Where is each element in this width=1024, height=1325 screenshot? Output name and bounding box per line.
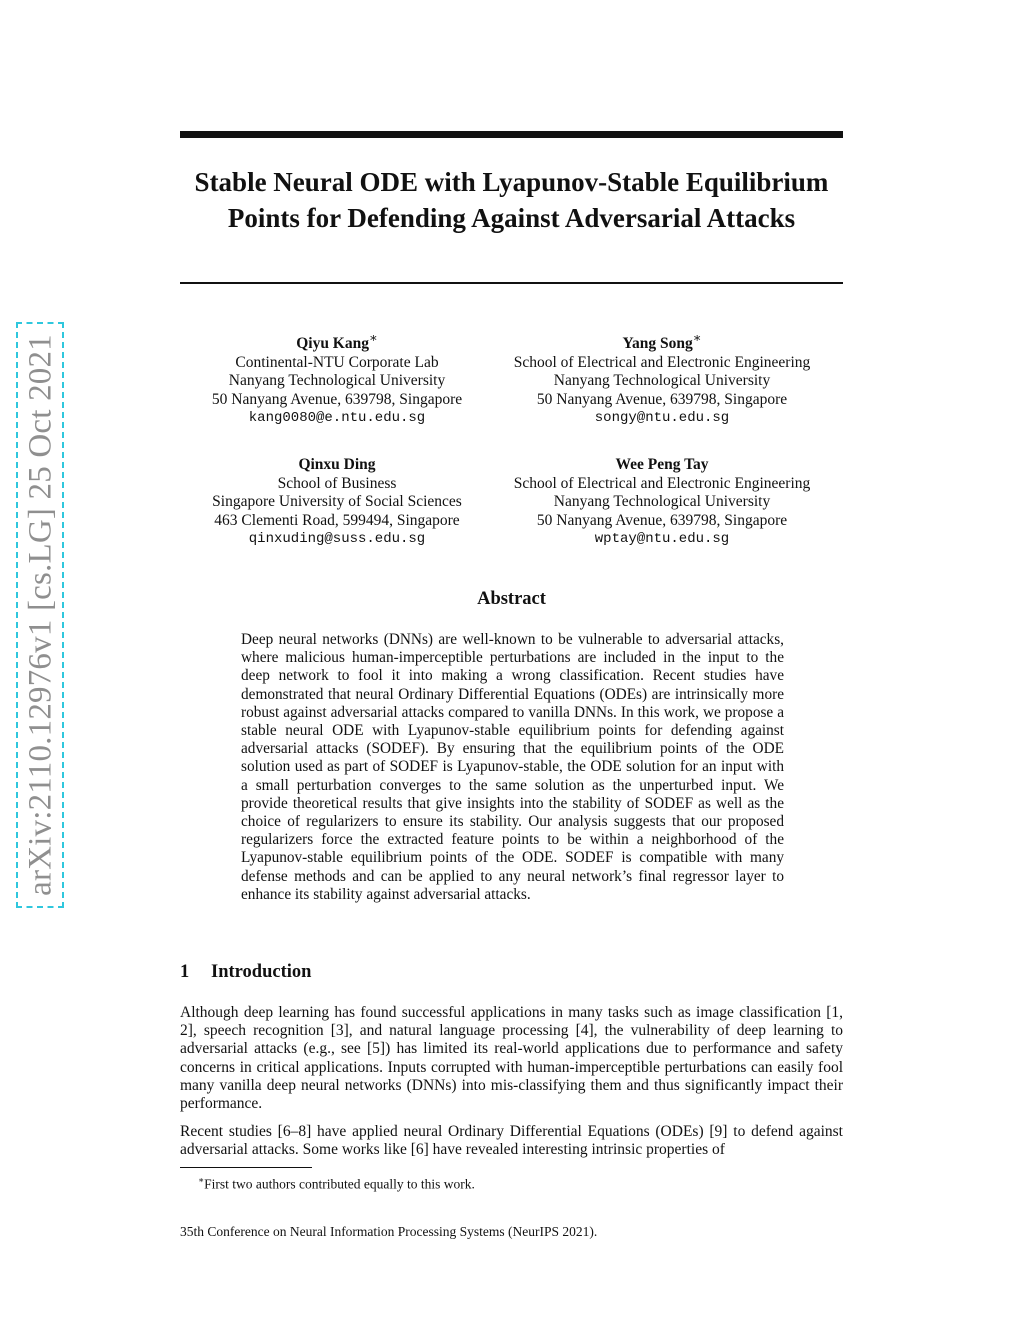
- author-email: qinxuding@suss.edu.sg: [248, 531, 426, 548]
- footnote-text: First two authors contributed equally to this work.: [204, 1176, 475, 1192]
- arxiv-identifier: arXiv:2110.12976v1 [cs.LG] 25 Oct 2021: [22, 334, 59, 896]
- paper-title: Stable Neural ODE with Lyapunov-Stable Equilibrium Points for Defending Against Adversarial Attacks: [194, 167, 829, 233]
- intro-paragraph: Although deep learning has found successful applications in many tasks such as image classification [1, 2], speech recognition [3], and natural language processing [4], the vulnerability of deep learning to adversarial attacks (e.g., see [5]) has limited its real-world applications due to performance and safety concerns in critical applications. Inputs corrupted with human-imperceptible perturbations can easily fool many vanilla deep neural networks (DNNs) into mis-classifying them and thus significantly impact their performance.: [180, 1004, 843, 1113]
- equal-contribution-mark: ∗: [369, 330, 378, 345]
- author-address: 50 Nanyang Avenue, 639798, Singapore: [536, 511, 788, 529]
- author-institution: Nanyang Technological University: [553, 493, 771, 511]
- author-name: Qinxu Ding: [298, 456, 376, 474]
- author-affiliation: Continental-NTU Corporate Lab: [235, 353, 439, 371]
- venue-note: 35th Conference on Neural Information Processing Systems (NeurIPS 2021).: [180, 1224, 598, 1239]
- abstract-text: Deep neural networks (DNNs) are well-known to be vulnerable to adversarial attacks, where malicious human-imperceptible perturbations are included in the input to the deep network to fool it into making a wrong classification. Recent studies have demonstrated that neural Ordinary Differential Equations (ODEs) are intrinsically more robust against adversarial attacks compared to vanilla DNNs. In this work, we propose a stable neural ODE with Lyapunov-stable equilibrium points for defending against adversarial attacks (SODEF). By ensuring that the equilibrium points of the ODE solution used as part of SODEF is Lyapunov-stable, the ODE solution for an input with a small perturbation converges to the same solution as the unperturbed input. We provide theoretical results that give insights into the stability of SODEF as well as the choice of regularizers to ensure its stability. Our analysis suggests that our proposed regularizers force the extracted feature points to be within a neighborhood of the Lyapunov-stable equilibrium points of the ODE. SODEF is compatible with many defense methods and can be applied to any neural network’s final regressor layer to enhance its stability against adversarial attacks.: [241, 631, 784, 903]
- section-title: Introduction: [211, 962, 312, 982]
- footnote-mark: ∗: [198, 1175, 205, 1185]
- author-block: [172, 450, 502, 549]
- title-bottom-rule: [180, 282, 843, 284]
- title-top-rule: [180, 131, 843, 138]
- abstract-heading: Abstract: [477, 589, 546, 609]
- author-affiliation: School of Electrical and Electronic Engineering: [513, 474, 811, 492]
- author-affiliation: School of Business: [277, 474, 397, 492]
- footnote: [198, 1175, 475, 1193]
- author-affiliation: School of Electrical and Electronic Engineering: [513, 353, 811, 371]
- author-name: Qiyu Kang: [296, 335, 369, 353]
- section-number: 1: [180, 962, 190, 982]
- author-email: kang0080@e.ntu.edu.sg: [248, 410, 426, 427]
- author-institution: Nanyang Technological University: [228, 372, 446, 390]
- author-institution: Nanyang Technological University: [553, 372, 771, 390]
- section-heading-introduction: [180, 962, 311, 983]
- author-institution: Singapore University of Social Sciences: [212, 493, 462, 511]
- author-email: wptay@ntu.edu.sg: [594, 531, 730, 548]
- equal-contribution-mark: ∗: [692, 330, 702, 345]
- author-name: Yang Song: [622, 335, 693, 353]
- intro-paragraph: Recent studies [6–8] have applied neural Ordinary Differential Equations (ODEs) [9] to defend against adversarial attacks. Some works like [6] have revealed interesting intrinsic properties of: [180, 1123, 843, 1159]
- author-block: [497, 450, 827, 549]
- author-name: Wee Peng Tay: [615, 456, 709, 474]
- footnote-rule: [180, 1167, 312, 1168]
- author-block: [172, 329, 502, 428]
- author-email: songy@ntu.edu.sg: [594, 410, 730, 427]
- author-block: [497, 329, 827, 428]
- author-address: 50 Nanyang Avenue, 639798, Singapore: [536, 390, 788, 408]
- author-address: 50 Nanyang Avenue, 639798, Singapore: [211, 390, 463, 408]
- author-address: 463 Clementi Road, 599494, Singapore: [214, 511, 460, 529]
